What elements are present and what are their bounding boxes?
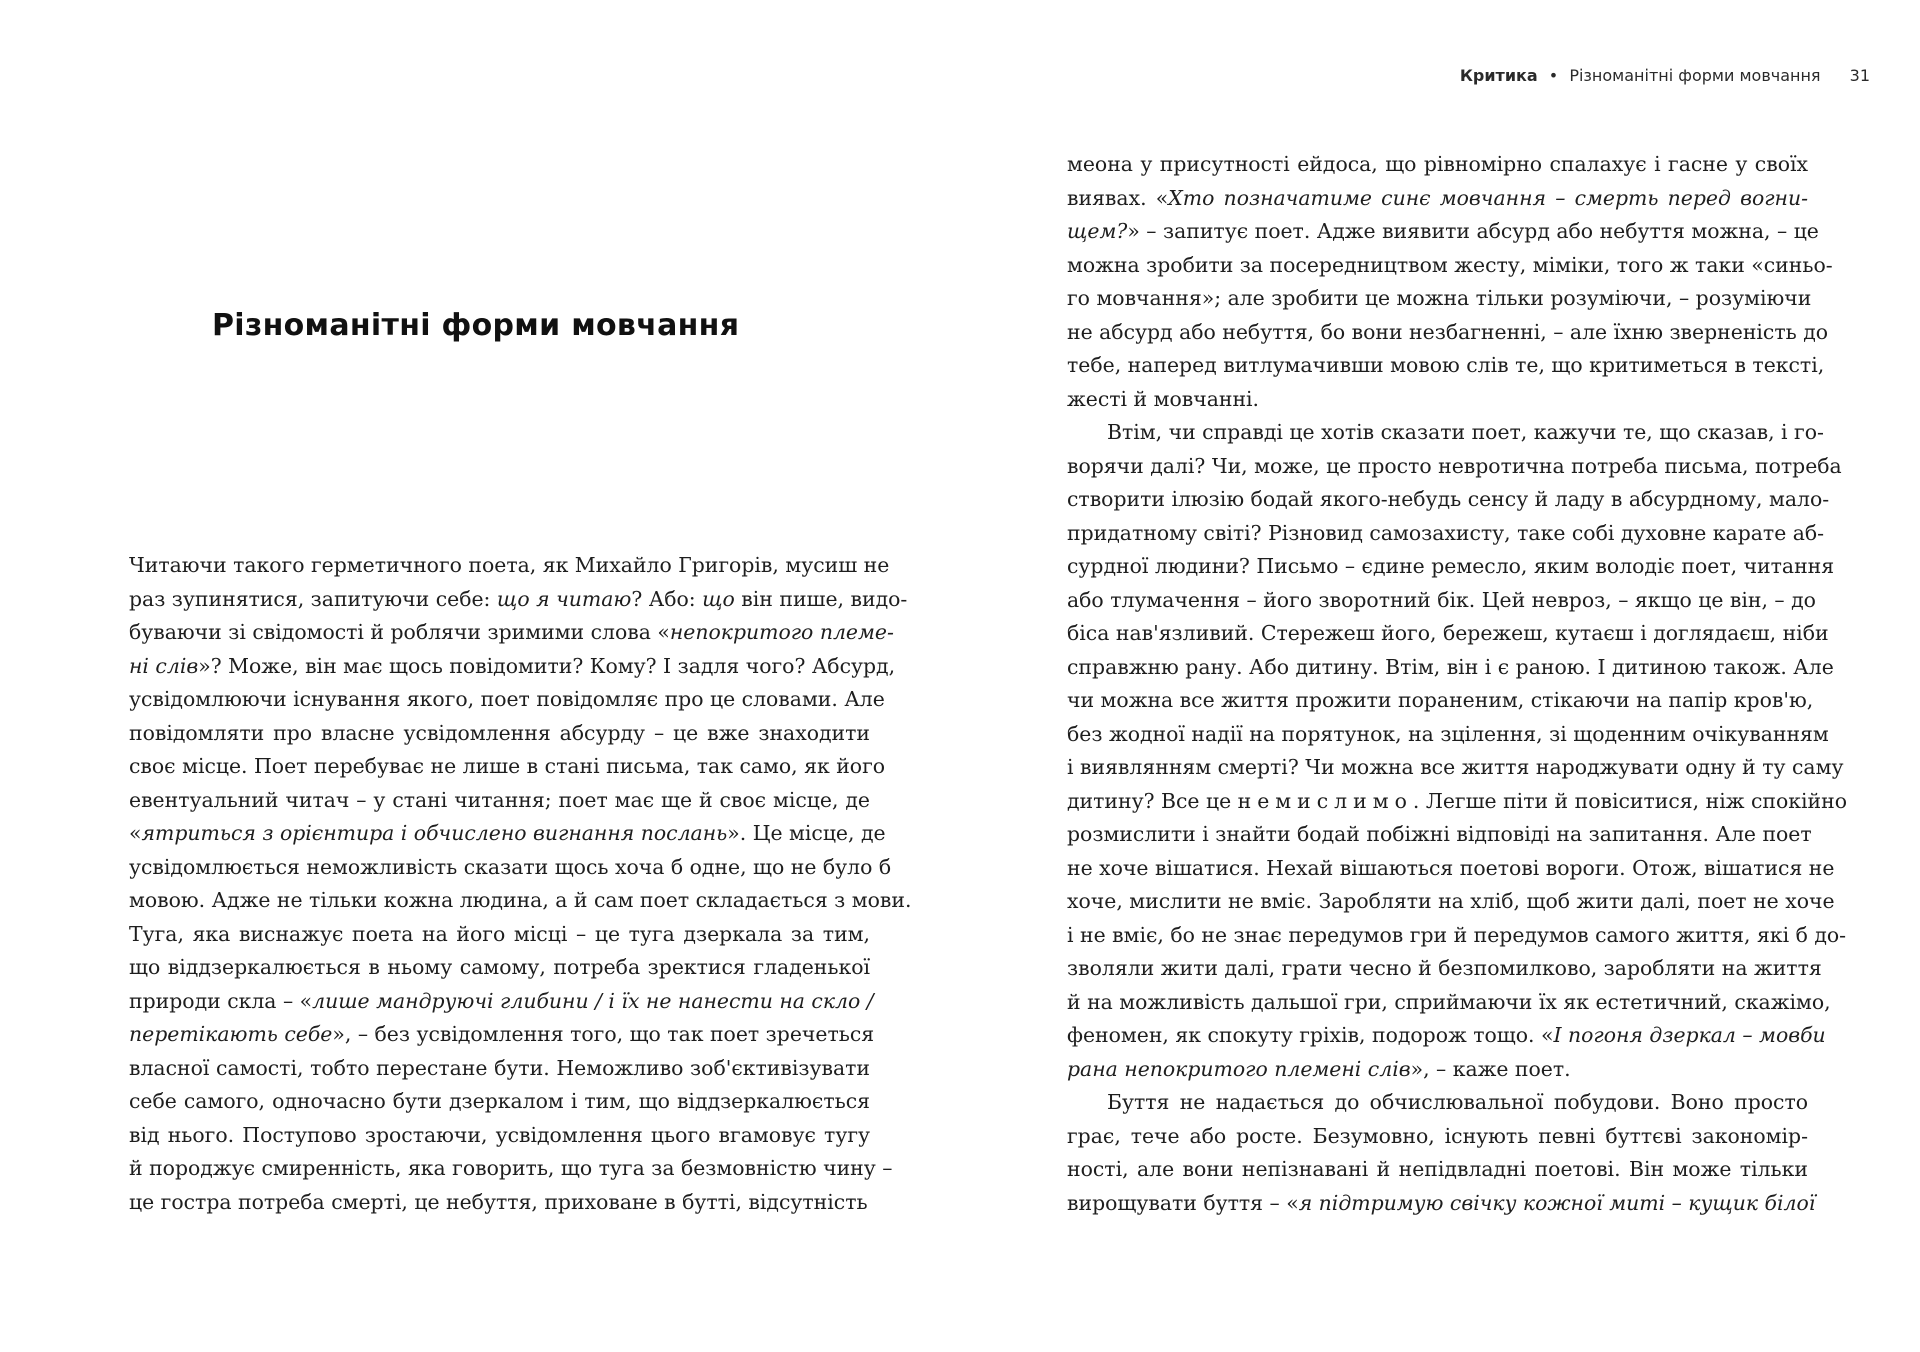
text-line: раз зупинятися, запитуючи себе: що я читаю? Або: що він пише, видо- — [129, 586, 908, 611]
text-line: природи скла – «лише мандруючі глибини / і їх не нанести на скло / — [129, 988, 874, 1013]
text-line: власної самості, тобто перестане бути. Неможливо зоб'єктивізувати — [129, 1055, 870, 1080]
chapter-title: Різноманітні форми мовчання — [212, 308, 740, 343]
text-line: перетікають себе», – без усвідомлення того, що так поет зречеться — [129, 1022, 875, 1046]
italic-quote: лише мандруючі глибини / і їх не нанести на скло / — [312, 988, 874, 1013]
italic-quote: Хто позначатиме синє мовчання – смерть перед вогни- — [1168, 185, 1809, 210]
text-line: виявах. «Хто позначатиме синє мовчання – смерть перед вогни- — [1067, 185, 1809, 210]
text-line: мовою. Адже не тільки кожна людина, а й сам поет складається з мови. — [129, 888, 912, 912]
italic-quote: рана непокритого племені слів — [1067, 1056, 1411, 1081]
text-line: усвідомлюючи існування якого, поет повідомляє про це словами. Але — [129, 687, 885, 711]
text-line: дитину? Все це немислимо. Легше піти й повіситися, ніж спокійно — [1067, 788, 1847, 813]
text-line: й породжує смиренність, яка говорить, що туга за безмовністю чину – — [129, 1156, 893, 1180]
left-body-text — [129, 549, 912, 1219]
text-line: грає, тече або росте. Безумовно, існують певні буттєві закономір- — [1067, 1123, 1808, 1148]
italic-quote: непокритого племе- — [669, 620, 894, 644]
text-line: тебе, наперед витлумачивши мовою слів те, що критиметься в тексті, — [1067, 353, 1825, 377]
right-page — [960, 0, 1920, 1352]
text-line: і виявлянням смерті? Чи можна все життя народжувати одну й ту саму — [1067, 755, 1844, 779]
text-line: чи можна все життя прожити пораненим, стікаючи на папір кров'ю, — [1067, 688, 1814, 712]
text-line: усвідомлюється неможливість сказати щось хоча б одне, що не було б — [129, 854, 892, 879]
text-line: від нього. Поступово зростаючи, усвідомлення цього вгамовує тугу — [129, 1122, 870, 1147]
text-line: буваючи зі свідомості й роблячи зримими слова «непокритого племе- — [129, 620, 894, 644]
text-line: ні слів»? Може, він має щось повідомити? Кому? І задля чого? Абсурд, — [129, 653, 896, 678]
text-line: розмислити і знайти бодай побіжні відповіді на запитання. Але поет — [1067, 822, 1812, 846]
header-section: Критика — [1459, 66, 1538, 85]
spaced-emphasis: немислимо — [1237, 788, 1413, 813]
text-line: себе самого, одночасно бути дзеркалом і тим, що віддзеркалюється — [129, 1089, 870, 1113]
text-line: меона у присутності ейдоса, що рівномірно спалахує і гасне у своїх — [1067, 152, 1808, 176]
text-line: або тлумачення – його зворотний бік. Цей невроз, – якщо це він, – до — [1067, 587, 1816, 612]
text-line: жесті й мовчанні. — [1067, 386, 1260, 411]
page-number: 31 — [1849, 66, 1870, 85]
text-line: можна зробити за посередництвом жесту, міміки, того ж таки «синьо- — [1067, 252, 1833, 277]
text-line: хоче, мислити не вміє. Заробляти на хліб, щоб жити далі, поет не хоче — [1067, 889, 1835, 913]
text-line: феномен, як спокуту гріхів, подорож тощо. «І погоня дзеркал – мовби — [1067, 1023, 1826, 1047]
italic-quote: ятриться з орієнтира і обчислено вигнання послань — [141, 821, 728, 845]
text-line: го мовчання»; але зробити це можна тільки розуміючи, – розуміючи — [1067, 286, 1812, 310]
text-line: рана непокритого племені слів», – каже поет. — [1067, 1056, 1571, 1081]
text-line: своє місце. Поет перебуває не лише в стані письма, так само, як його — [129, 754, 886, 778]
text-line: вирощувати буття – «я підтримую свічку кожної миті – кущик білої — [1067, 1190, 1816, 1215]
italic-quote: перетікають себе — [129, 1022, 333, 1046]
text-line: не хоче вішатися. Нехай вішаються поетові вороги. Отож, вішатися не — [1067, 855, 1835, 880]
text-line: «ятриться з орієнтира і обчислено вигнання послань». Це місце, де — [129, 821, 886, 845]
text-line: ворячи далі? Чи, може, це просто невротична потреба письма, потреба — [1067, 453, 1842, 478]
italic-quote: І погоня дзеркал – мовби — [1553, 1023, 1826, 1047]
running-header — [1460, 66, 1870, 85]
text-line: Туга, яка виснажує поета на його місці – це туга дзеркала за тим, — [129, 921, 870, 946]
text-line: Втім, чи справді це хотів сказати поет, кажучи те, що сказав, і го- — [1107, 420, 1824, 444]
text-line: Читаючи такого герметичного поета, як Михайло Григорів, мусиш не — [129, 553, 890, 577]
text-line: створити ілюзію бодай якого-небудь сенсу й ладу в абсурдному, мало- — [1067, 487, 1830, 511]
header-separator: • — [1548, 66, 1559, 85]
text-line: не абсурд або небуття, бо вони незбагненні, – але їхню зверненість до — [1067, 319, 1829, 344]
text-line: Буття не надається до обчислювальної побудови. Воно просто — [1107, 1090, 1808, 1114]
text-line: повідомляти про власне усвідомлення абсурду – це вже знаходити — [129, 720, 870, 745]
right-body-text — [1067, 148, 1847, 1220]
text-line: справжню рану. Або дитину. Втім, він і є раною. І дитиною також. Але — [1067, 654, 1834, 679]
text-line: що віддзеркалюється в ньому самому, потреба зректися гладенької — [129, 955, 870, 979]
text-line: евентуальний читач – у стані читання; поет має ще й своє місце, де — [129, 787, 870, 812]
text-line: щем?» – запитує поет. Адже виявити абсурд або небуття можна, – це — [1067, 219, 1819, 243]
italic-quote: що я читаю — [496, 586, 632, 611]
italic-quote: щем? — [1067, 219, 1128, 243]
text-line: це гостра потреба смерті, це небуття, приховане в бутті, відсутність — [129, 1189, 868, 1214]
text-line: ності, але вони непізнавані й непідвладні поетові. Він може тільки — [1067, 1157, 1808, 1181]
italic-quote: я підтримую свічку кожної миті – кущик білої — [1298, 1190, 1816, 1215]
text-line: зволяли жити далі, грати чесно й безпомилково, заробляти на життя — [1067, 956, 1822, 980]
text-line: придатному світі? Різновид самозахисту, таке собі духовне карате аб- — [1067, 520, 1825, 545]
text-line: й на можливість дальшої гри, сприймаючи їх як естетичний, скажімо, — [1067, 989, 1831, 1014]
header-chapter: Різноманітні форми мовчання — [1569, 66, 1821, 85]
text-line: біса нав'язливий. Стережеш його, бережеш, кутаєш і доглядаєш, ніби — [1067, 621, 1829, 645]
text-line: без жодної надії на порятунок, на зцілення, зі щоденним очікуванням — [1067, 721, 1829, 746]
italic-quote: що — [702, 586, 735, 611]
text-line: і не вміє, бо не знає передумов гри й передумов самого життя, які б до- — [1067, 922, 1847, 947]
italic-quote: ні слів — [129, 653, 199, 678]
text-line: сурдної людини? Письмо – єдине ремесло, яким володіє поет, читання — [1067, 554, 1835, 578]
